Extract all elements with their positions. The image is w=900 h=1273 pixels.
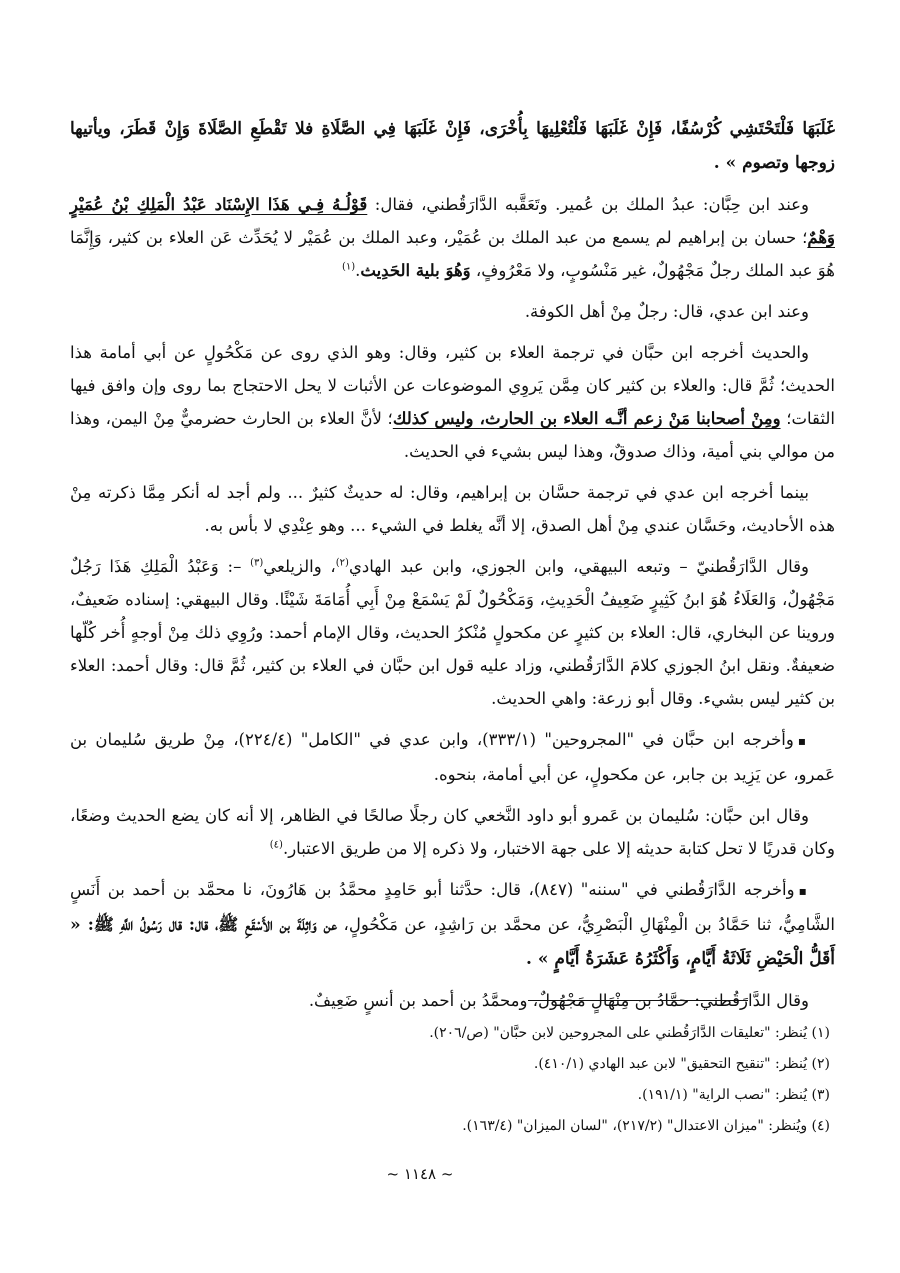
- footnote-ref-3[interactable]: (٣): [250, 557, 264, 569]
- paragraph-majruhin: [70, 723, 835, 791]
- text-segment: ، والزيلعي: [263, 557, 336, 576]
- text-segment: وعند ابن عدي، قال: رجلٌ مِنْ أهل الكوفة.: [524, 302, 809, 321]
- text-segment: وأخرجه ابن حبَّان في "المجروحين" (٣٣٣/١)، وابن عدي في "الكامل" (٢٢٤/٤)، مِنْ طريق سُليمان بن عَمرو، عن يَزِيد بن جابر، عن مكحولٍ، عن أبي أمامة، بنحوه.: [70, 730, 835, 784]
- bullet-icon: ▪: [797, 734, 809, 748]
- text-segment: والحديث أخرجه ابن حبَّان في ترجمة العلاء بن كثير، وقال: وهو الذي روى عن مَكْحُولٍ عن أبي أمامة هذا الحديث؛ ثُمَّ قال: والعلاء بن كثير كان مِمَّن يَروِي الموضوعات عن الأثبات لا يحل الاحتجاج بما روى وإن وافق فيها الثقات؛: [70, 343, 835, 428]
- footnote-3: (٣) يُنظر: "نصب الراية" (١٩١/١).: [637, 1087, 830, 1103]
- text-segment: ؛ حسان بن إبراهيم لم يسمع من عبد الملك بن عُمَيْر، وعبد الملك بن عُمَيْر لا يُحَدِّث عَن العلاء بن كثير، وَإِنَّمَا هُوَ عبد الملك رجلٌ مَجْهُولٌ، غير مَنْسُوبٍ، ولا مَعْرُوفٍ،: [70, 228, 835, 280]
- paragraph-ibn-adi: [70, 295, 835, 328]
- hadith-text: غَلَبَهَا فَلْتَحْتَشِي كُرْسُفًا، فَإِنْ غَلَبَهَا فَلْتُعْلِيهَا بِأُخْرَى، فَإِنْ غَلَبَهَا فِي الصَّلَاةِ فلا تَقْطَعِ الصَّلَاةَ وَإِنْ قَطَرَ، ويأتيها زوجها وتصوم » .: [70, 119, 835, 173]
- footnote-4: (٤) ويُنظر: "ميزان الاعتدال" (٢١٧/٢)، "لسان الميزان" (١٦٣/٤).: [462, 1118, 830, 1134]
- text-segment: .: [355, 261, 361, 280]
- footnote-ref-1[interactable]: (١): [341, 261, 356, 273]
- footnote-ref-2[interactable]: (٢): [335, 557, 349, 569]
- paragraph-hadith-end: [70, 112, 835, 180]
- footnote-2: (٢) يُنظر: "تنقيح التحقيق" لابن عبد الهادي (٤١٠/١).: [533, 1056, 830, 1072]
- footnote-separator: [528, 1000, 748, 1001]
- quote-bold: وَهُوَ بلية الحَدِيث: [360, 261, 471, 280]
- paragraph-ibn-adi-hassan: [70, 476, 835, 542]
- footnotes: [70, 1018, 830, 1142]
- paragraph-daraqutni: [70, 550, 835, 715]
- paragraph-sulayman: [70, 799, 835, 865]
- text-segment: وقال الدَّارَقُطنيّ – وتبعه البيهقي، وابن الجوزي، وابن عبد الهادي: [348, 557, 809, 576]
- quote-underlined: قَوْلُـهُ فِـي هَذَا الإِسْنَاد عَبْدُ الْمَلِكِ بْنُ عُمَيْرٍ وَهْمٌ: [70, 195, 835, 247]
- quote-underlined: ومِنْ أصحابنا مَنْ زعم أنَّـه العلاء بن الحارث، وليس كذلك: [392, 409, 781, 428]
- paragraph-ibn-hibban: [70, 188, 835, 287]
- paragraph-takhrij: [70, 336, 835, 468]
- hadith-text: « أَقَلُّ الْحَيْضِ ثَلَاثَةُ أَيَّامٍ، وَأَكْثَرُهُ عَشَرَةُ أَيَّامٍ » .: [70, 915, 835, 969]
- text-segment: وقال الدَّارَقُطني: حمَّادُ بن مِنْهَالٍ مَجْهُولٌ، ومحمَّدُ بن أحمد بن أنسٍ ضَعِيفٌ.: [308, 991, 809, 1010]
- text-segment: وقال ابن حبَّان: سُليمان بن عَمرو أبو داود النَّخعي كان رجلًا صالحًا في الظاهر، إلا أنه كان يضع الحديث وضعًا، وكان قدريًا لا تحل كتابة حديثه إلا على جهة الاختبار، ولا ذكره إلا من طريق الاعتبار.: [70, 806, 835, 858]
- isnad-bold: عن وَاثِلَةَ بن الأَسْقَعِ ﷺ، قال: قال رَسُولُ اللَّهِ ﷺ:: [87, 915, 338, 934]
- bullet-icon: ▪: [798, 884, 810, 898]
- text-segment: ؛ لأنَّ العلاء بن الحارث حضرميٌّ مِنْ اليمن، وهذا من موالي بني أمية، وذاك صدوقٌ، وهذا ليس بشيء في الحديث.: [70, 409, 835, 461]
- main-text: [70, 112, 835, 1025]
- text-segment: وعند ابن حِبَّان: عبدُ الملك بن عُمير. وتَعَقَّبه الدَّارَقُطني، فقال:: [367, 195, 809, 214]
- text-segment: –: وَعَبْدُ الْمَلِكِ هَذَا رَجُلٌ مَجْهُولٌ، وَالعَلَاءُ هُوَ ابنُ كَثِيرٍ ضَعِيفُ الْحَدِيثِ، وَمَكْحُولٌ لَمْ يَسْمَعْ مِنْ أَبِي أُمَامَةَ شَيْئًا. وقال البيهقي: إسناده ضَعيفٌ، وروينا عن البخاري، قال: العلاء بن كثيرٍ عن مكحولٍ مُنْكرُ الحديث، وقال الإمام أحمد: ورُوِي ذلك مِنْ أوجهٍ أُخر كُلّها ضعيفةٌ. ونقل ابنُ الجوزي كلامَ الدَّارَقُطني، وزاد عليه قول ابن حبَّان في العلاء بن كثير، ثُمَّ قال: وقال أحمد: العلاء بن كثير ليس بشيء. وقال أبو زرعة: واهي الحديث.: [70, 557, 835, 708]
- paragraph-sunan: [70, 873, 835, 976]
- footnote-1: (١) يُنظر: "تعليقات الدَّارَقُطني على المجروحين لابن حبَّان" (ص/٢٠٦).: [429, 1025, 830, 1041]
- footnote-ref-4[interactable]: (٤): [269, 839, 283, 851]
- text-segment: بينما أخرجه ابن عدي في ترجمة حسَّان بن إبراهيم، وقال: له حديثٌ كثيرٌ ... ولم أجد له أنكر مِمَّا ذكرته مِنْ هذه الأحاديث، وحَسَّان عندي مِنْ أهل الصدق، إلا أنَّه يغلط في الشيء ... وهو عِنْدِي لا بأس به.: [70, 483, 835, 535]
- page-number: ~ ١١٤٨ ~: [386, 1165, 454, 1183]
- text-segment: وأخرجه الدَّارَقُطني في "سننه" (٨٤٧)، قال: حدَّثنا أبو حَامِدٍ محمَّدُ بن هَارُونَ، نا محمَّد بن أحمد بن أَنَسٍ الشَّامِيُّ، ثنا حَمَّادُ بن الْمِنْهَالِ الْبَصْرِيُّ، عن محمَّد بن رَاشِدٍ، عن مَكْحُولٍ،: [70, 880, 836, 934]
